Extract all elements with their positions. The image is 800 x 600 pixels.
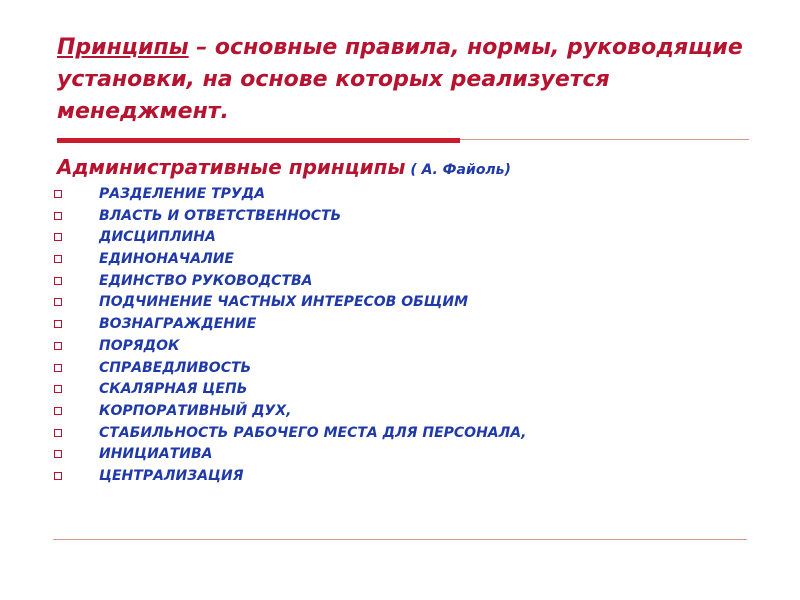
list-item	[53, 336, 526, 358]
hollow-square-bullet-icon	[54, 407, 62, 415]
list-item	[53, 227, 526, 249]
list-item-label: ЕДИНСТВО РУКОВОДСТВА	[99, 272, 313, 289]
hollow-square-bullet-icon	[54, 320, 62, 328]
list-item	[53, 184, 526, 206]
list-item-label: ВОЗНАГРАЖДЕНИЕ	[99, 316, 257, 333]
title-divider-thin	[460, 139, 749, 140]
hollow-square-bullet-icon	[54, 255, 62, 263]
list-item-label: СПРАВЕДЛИВОСТЬ	[99, 359, 252, 376]
list-item-label: ПОДЧИНЕНИЕ ЧАСТНЫХ ИНТЕРЕСОВ ОБЩИМ	[99, 294, 469, 311]
hollow-square-bullet-icon	[54, 277, 62, 285]
title-divider-thick	[57, 138, 460, 143]
section-author: ( А. Файоль)	[405, 162, 511, 178]
list-item-label: РАЗДЕЛЕНИЕ ТРУДА	[99, 186, 266, 202]
section-heading-text: Административные принципы	[57, 155, 406, 179]
list-item	[53, 379, 526, 401]
list-item	[53, 358, 526, 380]
list-item-label: ДИСЦИПЛИНА	[99, 229, 216, 246]
list-item-label: СТАБИЛЬНОСТЬ РАБОЧЕГО МЕСТА ДЛЯ ПЕРСОНАЛА,	[99, 424, 527, 441]
hollow-square-bullet-icon	[54, 190, 62, 198]
list-item	[53, 423, 526, 445]
hollow-square-bullet-icon	[54, 385, 62, 393]
footer-divider	[53, 539, 747, 540]
list-item-label: КОРПОРАТИВНЫЙ ДУХ,	[99, 402, 292, 419]
list-item-label: ЕДИНОНАЧАЛИЕ	[99, 251, 234, 268]
list-item	[53, 314, 526, 336]
list-item	[53, 466, 526, 488]
list-item-label: ВЛАСТЬ И ОТВЕТСТВЕННОСТЬ	[99, 207, 342, 224]
section-heading	[57, 152, 757, 185]
list-item	[53, 271, 526, 293]
hollow-square-bullet-icon	[54, 212, 62, 220]
list-item-label: СКАЛЯРНАЯ ЦЕПЬ	[99, 381, 248, 398]
slide-title	[57, 32, 757, 128]
list-item	[53, 249, 526, 271]
hollow-square-bullet-icon	[54, 450, 62, 458]
hollow-square-bullet-icon	[54, 342, 62, 350]
hollow-square-bullet-icon	[54, 472, 62, 480]
hollow-square-bullet-icon	[54, 364, 62, 372]
list-item	[53, 292, 526, 314]
title-definition: – основные правила, нормы, руководящие установки, на основе которых реализуется менеджмент.	[57, 35, 743, 124]
list-item	[53, 444, 526, 466]
hollow-square-bullet-icon	[54, 233, 62, 241]
principles-list	[53, 184, 526, 488]
list-item	[53, 206, 526, 228]
list-item-label: ЦЕНТРАЛИЗАЦИЯ	[99, 467, 244, 484]
hollow-square-bullet-icon	[54, 298, 62, 306]
list-item-label: ИНИЦИАТИВА	[99, 446, 213, 463]
list-item	[53, 401, 526, 423]
list-item-label: ПОРЯДОК	[99, 337, 180, 354]
title-term: Принципы	[57, 35, 189, 60]
hollow-square-bullet-icon	[54, 429, 62, 437]
